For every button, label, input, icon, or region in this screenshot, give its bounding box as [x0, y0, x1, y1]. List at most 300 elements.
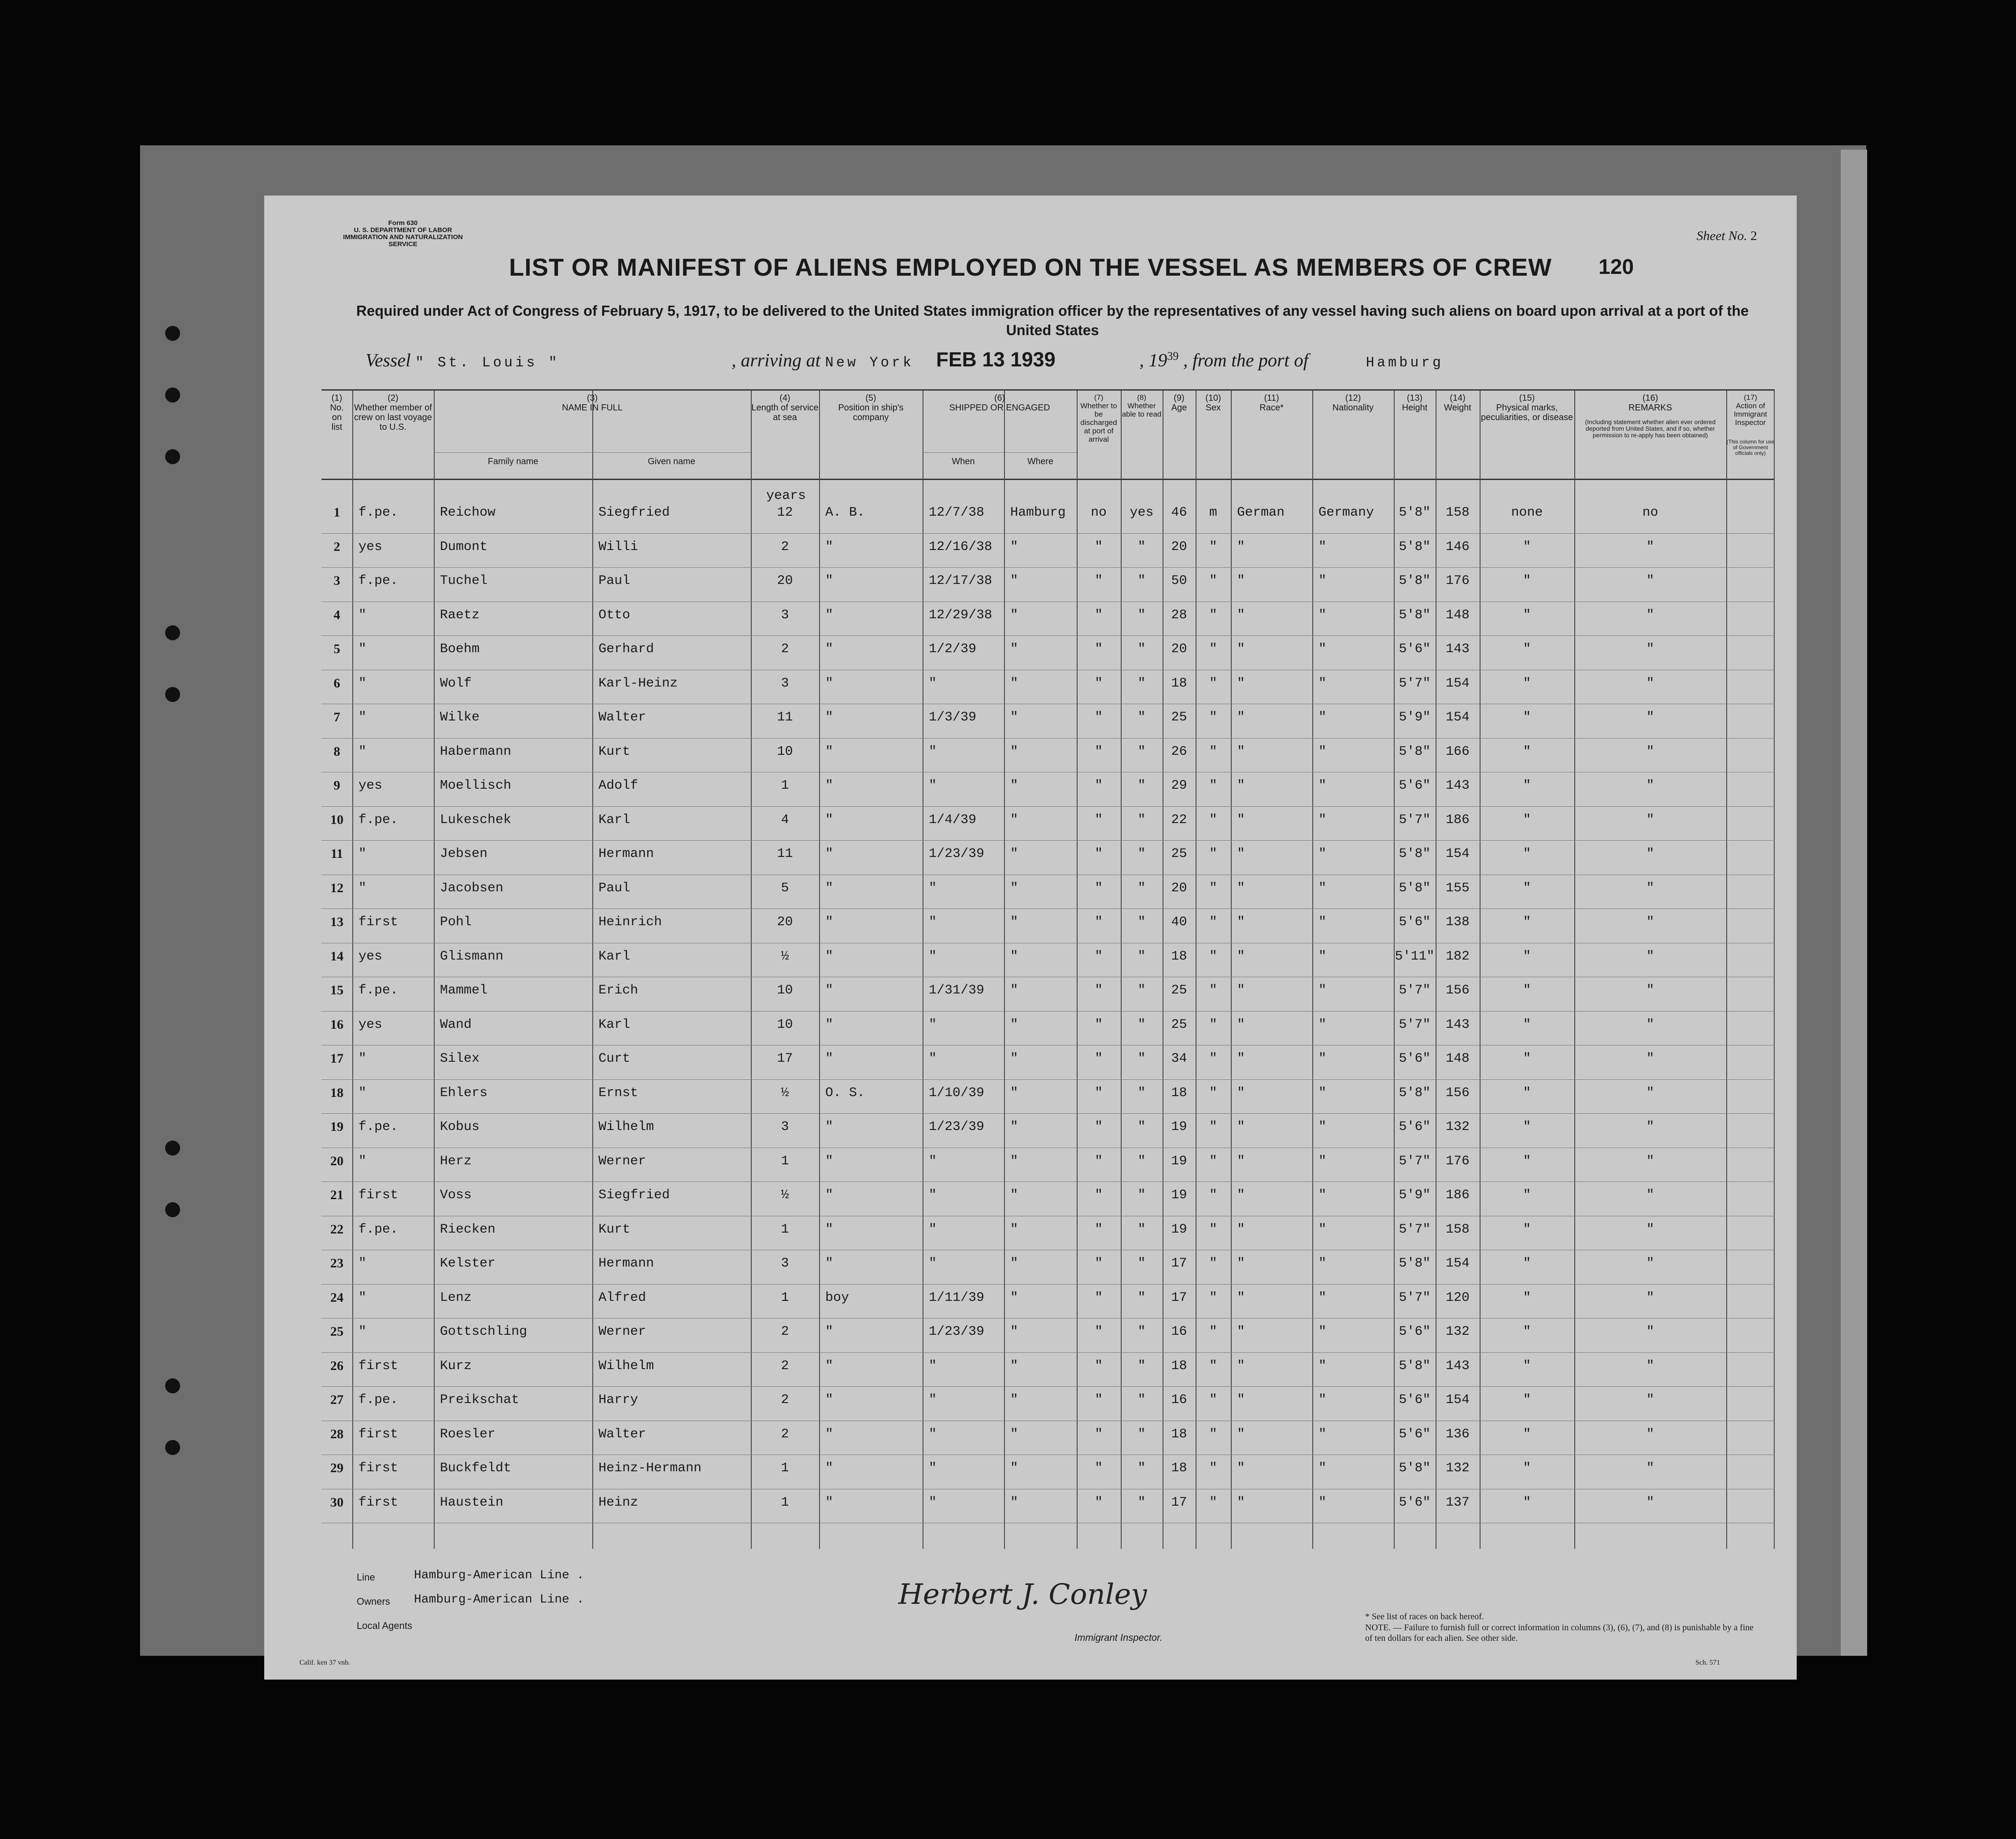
header-action-note: (This column for use of Government officials only) [1726, 439, 1775, 456]
cell-read: " [1137, 915, 1146, 930]
cell-weight: 136 [1445, 1426, 1470, 1442]
cell-sex: " [1209, 539, 1217, 554]
header-weight: (14) Weight [1444, 393, 1471, 413]
cell-weight: 156 [1445, 983, 1470, 998]
column-rule [1004, 391, 1005, 1549]
cell-age: 19 [1171, 1188, 1187, 1203]
header-sex: (10) Sex [1205, 393, 1221, 413]
cell-sex: " [1209, 1051, 1217, 1066]
cell-age: 20 [1171, 880, 1187, 896]
cell-height: 5'11" [1395, 949, 1435, 964]
cell-race: " [1237, 607, 1245, 623]
table-row [321, 840, 1775, 841]
cell-no: 22 [330, 1222, 343, 1237]
cell-read: " [1137, 744, 1146, 759]
cell-age: 22 [1171, 812, 1187, 827]
header-remarks: (16) REMARKS [1628, 393, 1672, 413]
cell-weight: 186 [1445, 1188, 1470, 1203]
cell-where: " [1010, 949, 1019, 964]
cell-remarks: " [1646, 573, 1654, 588]
cell-no: 23 [330, 1256, 343, 1270]
cell-read: " [1137, 1085, 1146, 1100]
cell-sex: " [1209, 573, 1217, 588]
cell-last: yes [358, 778, 383, 793]
inspector-signature: Herbert J. Conley [898, 1578, 1147, 1611]
line-label: Line [357, 1572, 375, 1583]
cell-service: 2 [781, 642, 789, 657]
table-row [321, 1113, 1775, 1114]
cell-age: 17 [1171, 1256, 1187, 1271]
cell-disch: " [1094, 1426, 1103, 1442]
cell-height: 5'6" [1399, 1426, 1431, 1442]
column-rule [434, 391, 435, 1549]
column-rule [819, 391, 820, 1549]
cell-family: Kobus [440, 1119, 480, 1134]
cell-remarks: " [1646, 1188, 1654, 1203]
cell-given: Werner [598, 1153, 646, 1169]
cell-family: Wolf [440, 676, 472, 691]
binder-hole [165, 1202, 180, 1217]
cell-given: Karl [598, 812, 631, 827]
cell-remarks: " [1646, 1392, 1654, 1407]
cell-marks: " [1523, 1188, 1531, 1203]
cell-family: Voss [440, 1188, 472, 1203]
cell-family: Kelster [440, 1256, 496, 1271]
cell-age: 25 [1171, 846, 1187, 861]
cell-race: German [1237, 505, 1285, 520]
cell-last: f.pe. [358, 812, 399, 827]
cell-height: 5'7" [1399, 983, 1431, 998]
cell-nat: " [1318, 642, 1327, 657]
cell-family: Moellisch [440, 778, 512, 793]
cell-no: 7 [333, 710, 340, 724]
cell-height: 5'9" [1399, 710, 1431, 725]
cell-marks: " [1523, 676, 1531, 691]
cell-height: 5'9" [1399, 1188, 1431, 1203]
binder-hole [165, 1440, 180, 1455]
cell-sex: " [1209, 778, 1217, 793]
cell-sex: " [1209, 812, 1217, 827]
cell-when: " [929, 1051, 937, 1066]
column-rule [592, 391, 593, 1549]
sheet-number [1697, 229, 1757, 244]
cell-sex: " [1209, 607, 1217, 623]
column-rule [1121, 391, 1122, 1549]
cell-nat: " [1318, 1119, 1327, 1134]
cell-position: " [825, 744, 834, 759]
cell-given: Kurt [598, 744, 631, 759]
cell-sex: " [1209, 1222, 1217, 1237]
cell-family: Raetz [440, 607, 480, 623]
cell-race: " [1237, 1017, 1245, 1032]
cell-height: 5'6" [1399, 915, 1431, 930]
cell-read: " [1137, 846, 1146, 861]
cell-position: A. B. [825, 505, 865, 520]
years-label: years [766, 488, 806, 503]
cell-given: Ernst [598, 1085, 639, 1100]
cell-weight: 176 [1445, 573, 1470, 588]
cell-no: 19 [330, 1119, 343, 1134]
cell-nat: Germany [1318, 505, 1374, 520]
cell-when: " [929, 1461, 937, 1476]
cell-family: Boehm [440, 642, 480, 657]
cell-family: Lenz [440, 1290, 472, 1305]
cell-where: " [1010, 846, 1019, 861]
cell-nat: " [1318, 1290, 1327, 1305]
cell-read: " [1137, 1495, 1146, 1510]
cell-remarks: " [1646, 1461, 1654, 1476]
cell-nat: " [1318, 1495, 1327, 1510]
cell-service: 5 [781, 880, 789, 896]
cell-where: " [1010, 1222, 1019, 1237]
cell-age: 28 [1171, 607, 1187, 623]
cell-family: Wand [440, 1017, 472, 1032]
cell-race: " [1237, 1085, 1245, 1100]
cell-marks: " [1523, 1153, 1531, 1169]
cell-marks: " [1523, 880, 1531, 896]
cell-where: " [1010, 1495, 1019, 1510]
sheet-value: 2 [1750, 229, 1757, 243]
cell-marks: " [1523, 778, 1531, 793]
cell-disch: " [1094, 710, 1103, 725]
cell-given: Heinz-Hermann [598, 1461, 702, 1476]
table-row [321, 567, 1775, 568]
cell-weight: 132 [1445, 1324, 1470, 1339]
cell-race: " [1237, 1051, 1245, 1066]
cell-last: f.pe. [358, 1222, 399, 1237]
cell-remarks: " [1646, 812, 1654, 827]
cell-sex: m [1209, 505, 1217, 520]
cell-marks: " [1523, 1119, 1531, 1134]
cell-position: " [825, 710, 834, 725]
cell-family: Dumont [440, 539, 488, 554]
cell-age: 16 [1171, 1324, 1187, 1339]
cell-age: 25 [1171, 1017, 1187, 1032]
cell-position: " [825, 1188, 834, 1203]
cell-when: 12/17/38 [929, 573, 993, 588]
cell-height: 5'7" [1399, 676, 1431, 691]
cell-service: 11 [777, 846, 793, 861]
cell-remarks: " [1646, 1119, 1654, 1134]
cell-no: 20 [330, 1153, 343, 1168]
cell-disch: " [1094, 1324, 1103, 1339]
column-rule [352, 391, 353, 1549]
cell-disch: " [1094, 1222, 1103, 1237]
cell-remarks: " [1646, 642, 1654, 657]
cell-age: 18 [1171, 1426, 1187, 1442]
cell-where: " [1010, 710, 1019, 725]
header-remarks-note: (Including statement whether alien ever ordered deported from United States, and if so, whether permission to re-apply has been obtained) [1585, 418, 1716, 439]
penalty-note: NOTE. — Failure to furnish full or correct information in columns (3), (6), (7), and (8) is punishable by a fine of ten dollars for each alien. See other side. [1365, 1623, 1754, 1643]
cell-race: " [1237, 1495, 1245, 1510]
cell-weight: 154 [1445, 710, 1470, 725]
cell-remarks: " [1646, 915, 1654, 930]
cell-race: " [1237, 1290, 1245, 1305]
cell-weight: 143 [1445, 778, 1470, 793]
crew-table [321, 389, 1775, 1549]
cell-no: 17 [330, 1051, 343, 1066]
cell-service: 1 [781, 1222, 789, 1237]
cell-height: 5'8" [1399, 846, 1431, 861]
cell-sex: " [1209, 983, 1217, 998]
cell-nat: " [1318, 676, 1327, 691]
cell-when: " [929, 744, 937, 759]
cell-no: 24 [330, 1290, 343, 1305]
cell-read: " [1137, 1017, 1146, 1032]
cell-last: f.pe. [358, 505, 399, 520]
cell-height: 5'8" [1399, 505, 1431, 520]
cell-nat: " [1318, 1188, 1327, 1203]
cell-remarks: " [1646, 1017, 1654, 1032]
cell-family: Herz [440, 1153, 472, 1169]
cell-where: Hamburg [1010, 505, 1066, 520]
cell-read: " [1137, 676, 1146, 691]
cell-service: 10 [777, 1017, 793, 1032]
cell-service: 3 [781, 1119, 789, 1134]
cell-age: 50 [1171, 573, 1187, 588]
cell-last: " [358, 880, 367, 896]
cell-weight: 132 [1445, 1119, 1470, 1134]
cell-service: 1 [781, 1495, 789, 1510]
cell-family: Jacobsen [440, 880, 504, 896]
vessel-line [366, 347, 1444, 371]
cell-nat: " [1318, 1358, 1327, 1374]
cell-marks: " [1523, 1290, 1531, 1305]
cell-weight: 155 [1445, 880, 1470, 896]
cell-read: " [1137, 1426, 1146, 1442]
header-nationality: (12) Nationality [1332, 393, 1374, 413]
cell-age: 20 [1171, 642, 1187, 657]
cell-race: " [1237, 846, 1245, 861]
header-shipped: (6) SHIPPED OR ENGAGED [949, 393, 1050, 413]
cell-position: " [825, 880, 834, 896]
cell-remarks: " [1646, 846, 1654, 861]
cell-when: " [929, 1495, 937, 1510]
cell-sex: " [1209, 846, 1217, 861]
cell-read: " [1137, 607, 1146, 623]
cell-last: " [358, 1256, 367, 1271]
cell-remarks: " [1646, 1153, 1654, 1169]
cell-race: " [1237, 539, 1245, 554]
cell-weight: 158 [1445, 505, 1470, 520]
cell-height: 5'8" [1399, 1085, 1431, 1100]
cell-age: 17 [1171, 1290, 1187, 1305]
cell-when: 1/10/39 [929, 1085, 985, 1100]
cell-read: " [1137, 949, 1146, 964]
cell-last: " [358, 642, 367, 657]
cell-service: 12 [777, 505, 793, 520]
table-row [321, 635, 1775, 636]
cell-height: 5'6" [1399, 1392, 1431, 1407]
cell-nat: " [1318, 1392, 1327, 1407]
cell-read: " [1137, 1358, 1146, 1374]
cell-last: " [358, 1085, 367, 1100]
header-read: (8) Whether able to read [1122, 393, 1162, 418]
cell-service: 1 [781, 1153, 789, 1169]
cell-position: " [825, 915, 834, 930]
cell-when: " [929, 915, 937, 930]
cell-last: yes [358, 1017, 383, 1032]
cell-disch: " [1094, 1085, 1103, 1100]
cell-position: " [825, 1461, 834, 1476]
cell-height: 5'7" [1399, 1153, 1431, 1169]
cell-marks: " [1523, 1324, 1531, 1339]
cell-marks: " [1523, 1358, 1531, 1374]
cell-remarks: " [1646, 1085, 1654, 1100]
cell-marks: " [1523, 642, 1531, 657]
cell-age: 26 [1171, 744, 1187, 759]
cell-nat: " [1318, 778, 1327, 793]
cell-disch: " [1094, 778, 1103, 793]
cell-sex: " [1209, 1392, 1217, 1407]
cell-no: 15 [330, 983, 343, 997]
cell-remarks: " [1646, 539, 1654, 554]
cell-age: 19 [1171, 1153, 1187, 1169]
cell-family: Ehlers [440, 1085, 488, 1100]
cell-no: 3 [333, 573, 340, 588]
cell-marks: " [1523, 710, 1531, 725]
cell-where: " [1010, 880, 1019, 896]
cell-sex: " [1209, 915, 1217, 930]
cell-sex: " [1209, 1017, 1217, 1032]
cell-position: " [825, 1495, 834, 1510]
cell-no: 10 [330, 812, 343, 827]
cell-last: " [358, 607, 367, 623]
cell-weight: 148 [1445, 1051, 1470, 1066]
cell-service: 3 [781, 676, 789, 691]
cell-disch: " [1094, 1017, 1103, 1032]
cell-age: 25 [1171, 710, 1187, 725]
cell-nat: " [1318, 949, 1327, 964]
cell-nat: " [1318, 573, 1327, 588]
cell-last: " [358, 1324, 367, 1339]
cell-nat: " [1318, 710, 1327, 725]
cell-height: 5'8" [1399, 607, 1431, 623]
cell-position: " [825, 812, 834, 827]
inspector-label: Immigrant Inspector. [1074, 1632, 1163, 1643]
cell-read: " [1137, 642, 1146, 657]
header-given-name: Given name [648, 457, 695, 466]
header-family-name: Family name [487, 457, 539, 466]
cell-disch: " [1094, 607, 1103, 623]
cell-no: 25 [330, 1324, 343, 1339]
cell-read: " [1137, 778, 1146, 793]
cell-given: Siegfried [598, 505, 670, 520]
cell-weight: 154 [1445, 846, 1470, 861]
header-name: (3) NAME IN FULL [562, 393, 623, 413]
cell-disch: " [1094, 915, 1103, 930]
cell-given: Gerhard [598, 642, 654, 657]
cell-family: Glismann [440, 949, 504, 964]
cell-height: 5'8" [1399, 573, 1431, 588]
cell-height: 5'6" [1399, 642, 1431, 657]
cell-disch: " [1094, 1256, 1103, 1271]
cell-age: 40 [1171, 915, 1187, 930]
cell-family: Habermann [440, 744, 512, 759]
header-discharged: (7) Whether to be discharged at port of arrival [1080, 393, 1117, 443]
cell-where: " [1010, 983, 1019, 998]
cell-given: Erich [598, 983, 639, 998]
cell-where: " [1010, 1153, 1019, 1169]
header-race: (11) Race* [1259, 393, 1284, 413]
cell-family: Kurz [440, 1358, 472, 1374]
cell-no: 8 [333, 744, 340, 759]
cell-nat: " [1318, 983, 1327, 998]
cell-remarks: " [1646, 1426, 1654, 1442]
cell-marks: " [1523, 1495, 1531, 1510]
cell-read: " [1137, 1256, 1146, 1271]
cell-height: 5'7" [1399, 1290, 1431, 1305]
cell-read: " [1137, 1290, 1146, 1305]
cell-weight: 143 [1445, 1017, 1470, 1032]
cell-when: 1/3/39 [929, 710, 977, 725]
cell-service: 1 [781, 1290, 789, 1305]
races-note: * See list of races on back hereof. [1365, 1612, 1484, 1621]
header-age: (9) Age [1171, 393, 1187, 413]
cell-race: " [1237, 915, 1245, 930]
cell-read: " [1137, 880, 1146, 896]
cell-remarks: " [1646, 1256, 1654, 1271]
cell-family: Jebsen [440, 846, 488, 861]
cell-remarks: " [1646, 1051, 1654, 1066]
cell-when: 12/7/38 [929, 505, 985, 520]
cell-service: 10 [777, 983, 793, 998]
cell-age: 18 [1171, 1358, 1187, 1374]
year-prefix: , 19 [1139, 351, 1167, 371]
cell-no: 14 [330, 949, 343, 964]
cell-no: 21 [330, 1188, 343, 1202]
cell-disch: " [1094, 1153, 1103, 1169]
cell-race: " [1237, 1358, 1245, 1374]
cell-no: 4 [333, 607, 340, 622]
cell-family: Reichow [440, 505, 496, 520]
cell-nat: " [1318, 846, 1327, 861]
table-row [321, 533, 1775, 534]
cell-family: Silex [440, 1051, 480, 1066]
cell-given: Hermann [598, 1256, 654, 1271]
column-rule [1077, 391, 1078, 1549]
owners-label: Owners [357, 1596, 390, 1607]
cell-position: " [825, 1153, 834, 1169]
cell-where: " [1010, 1290, 1019, 1305]
cell-read: " [1137, 1324, 1146, 1339]
cell-given: Karl [598, 1017, 631, 1032]
cell-nat: " [1318, 1256, 1327, 1271]
cell-when: 1/4/39 [929, 812, 977, 827]
cell-service: ½ [781, 1085, 789, 1100]
cell-no: 26 [330, 1358, 343, 1373]
column-rule [1231, 391, 1232, 1549]
header-position: (5) Position in ship's company [838, 393, 904, 422]
cell-where: " [1010, 1426, 1019, 1442]
cell-race: " [1237, 642, 1245, 657]
cell-given: Siegfried [598, 1188, 670, 1203]
cell-when: " [929, 880, 937, 896]
cell-family: Gottschling [440, 1324, 528, 1339]
cell-when: " [929, 1153, 937, 1169]
agents-label: Local Agents [357, 1620, 412, 1631]
cell-marks: " [1523, 1051, 1531, 1066]
cell-age: 46 [1171, 505, 1187, 520]
cell-given: Walter [598, 710, 646, 725]
cell-disch: " [1094, 1188, 1103, 1203]
cell-disch: no [1090, 505, 1107, 520]
cell-family: Buckfeldt [440, 1461, 512, 1476]
cell-no: 12 [330, 880, 343, 895]
cell-weight: 132 [1445, 1461, 1470, 1476]
binder-hole [165, 326, 180, 341]
cell-no: 5 [333, 642, 340, 656]
